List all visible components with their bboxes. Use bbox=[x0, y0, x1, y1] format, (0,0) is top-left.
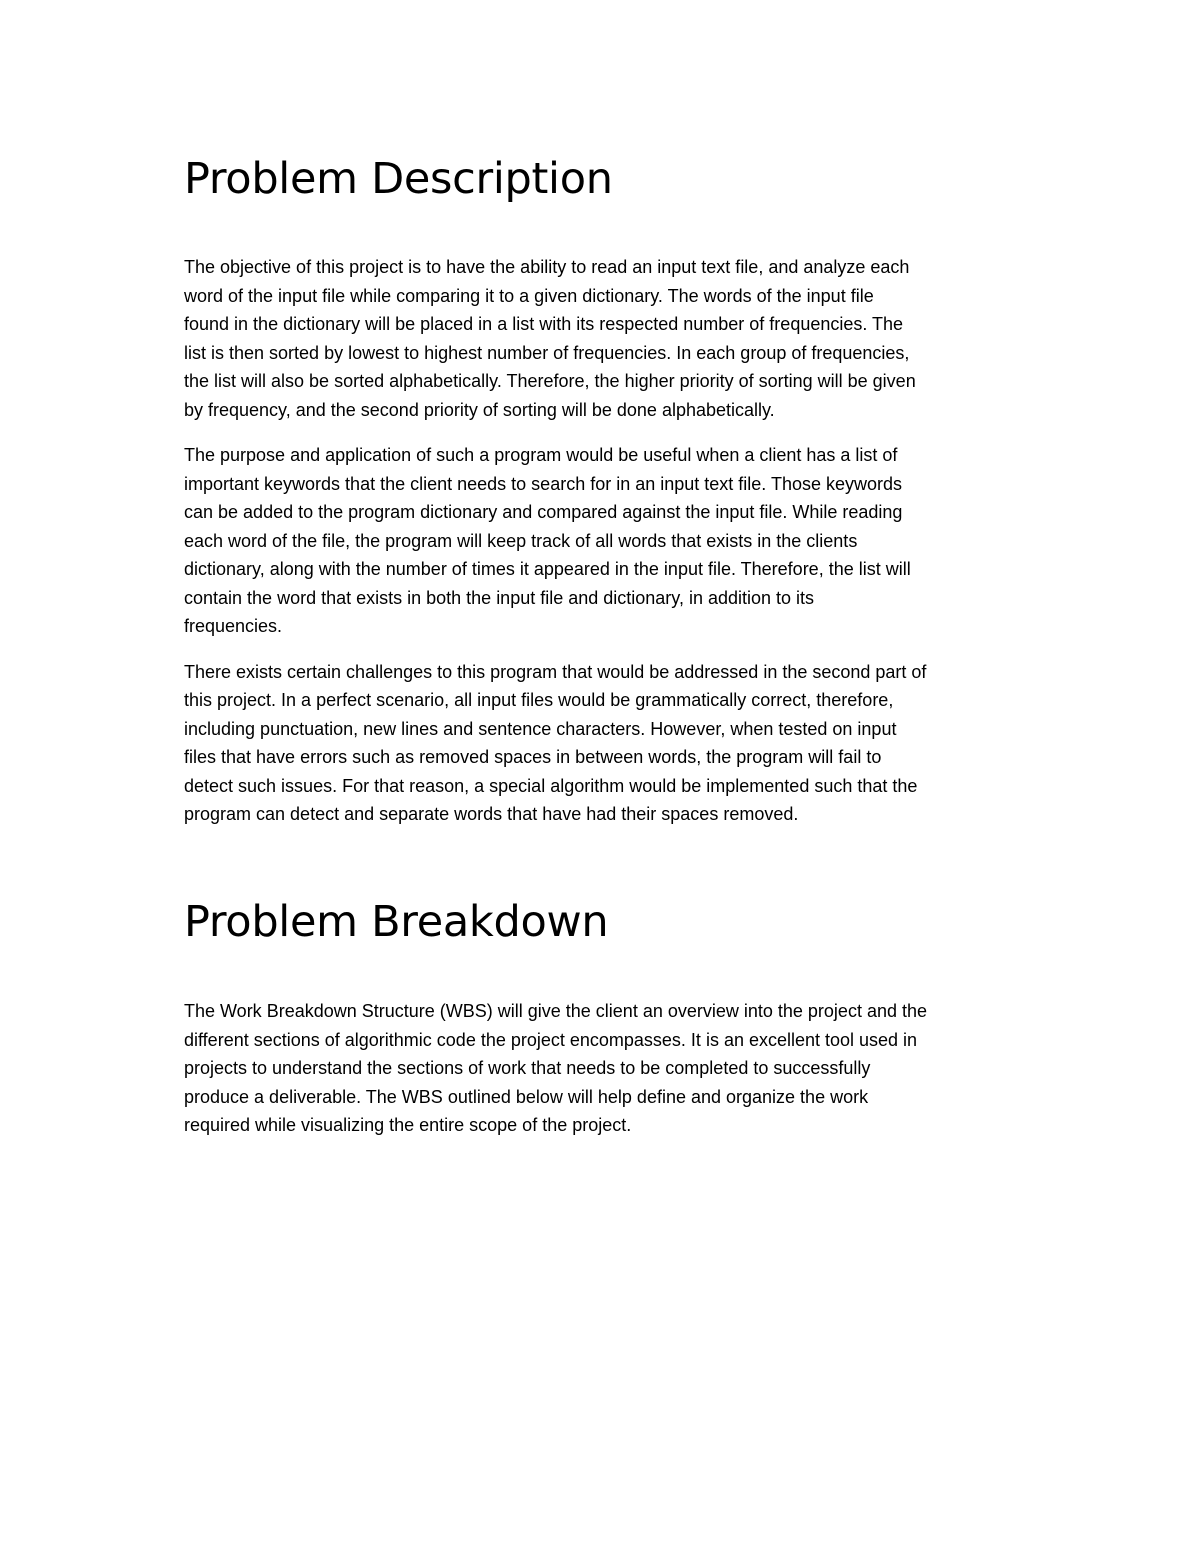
section-body bbox=[184, 253, 1014, 846]
text-line: produce a deliverable. The WBS outlined below will help define and organize the work bbox=[184, 1086, 869, 1107]
section-problem-description bbox=[184, 150, 1014, 824]
paragraph bbox=[184, 253, 1014, 424]
text-line: different sections of algorithmic code the project encompasses. It is an excellent tool used in bbox=[184, 1029, 918, 1050]
paragraph bbox=[184, 441, 1014, 641]
section-heading: Problem Description bbox=[184, 154, 613, 204]
text-line: by frequency, and the second priority of sorting will be done alphabetically. bbox=[184, 399, 775, 420]
text-line: The purpose and application of such a program would be useful when a client has a list of bbox=[184, 445, 898, 465]
text-line: contain the word that exists in both the input file and dictionary, in addition to its bbox=[184, 587, 815, 608]
section-heading: Problem Breakdown bbox=[184, 897, 609, 947]
text-line: detect such issues. For that reason, a special algorithm would be implemented such that the bbox=[184, 775, 918, 796]
text-line: list is then sorted by lowest to highest number of frequencies. In each group of frequencies, bbox=[184, 342, 910, 363]
text-line: important keywords that the client needs to search for in an input text file. Those keywords bbox=[184, 473, 903, 494]
text-line: the list will also be sorted alphabetically. Therefore, the higher priority of sorting will be given bbox=[184, 371, 916, 391]
text-line: required while visualizing the entire scope of the project. bbox=[184, 1115, 632, 1135]
text-line: word of the input file while comparing it to a given dictionary. The words of the input file bbox=[184, 285, 874, 306]
text-line: dictionary, along with the number of times it appeared in the input file. Therefore, the list will bbox=[184, 559, 911, 579]
text-line: There exists certain challenges to this program that would be addressed in the second part of bbox=[184, 661, 927, 682]
text-line: projects to understand the sections of work that needs to be completed to successfully bbox=[184, 1058, 871, 1078]
text-line: The objective of this project is to have the ability to read an input text file, and analyze each bbox=[184, 257, 910, 277]
text-line: including punctuation, new lines and sentence characters. However, when tested on input bbox=[184, 718, 897, 739]
text-line: The Work Breakdown Structure (WBS) will give the client an overview into the project and the bbox=[184, 1001, 928, 1021]
text-line: found in the dictionary will be placed in a list with its respected number of frequencies. The bbox=[184, 314, 904, 334]
text-line: this project. In a perfect scenario, all input files would be grammatically correct, therefore, bbox=[184, 690, 894, 710]
text-line: files that have errors such as removed spaces in between words, the program will fail to bbox=[184, 747, 882, 767]
section-problem-breakdown bbox=[184, 893, 1014, 1135]
paragraph bbox=[184, 997, 1014, 1140]
text-line: each word of the file, the program will keep track of all words that exists in the clients bbox=[184, 530, 858, 551]
paragraph bbox=[184, 658, 1014, 829]
text-line: frequencies. bbox=[184, 616, 283, 636]
text-line: can be added to the program dictionary and compared against the input file. While reading bbox=[184, 502, 903, 522]
text-line: program can detect and separate words that have had their spaces removed. bbox=[184, 804, 799, 824]
section-body bbox=[184, 997, 1014, 1157]
